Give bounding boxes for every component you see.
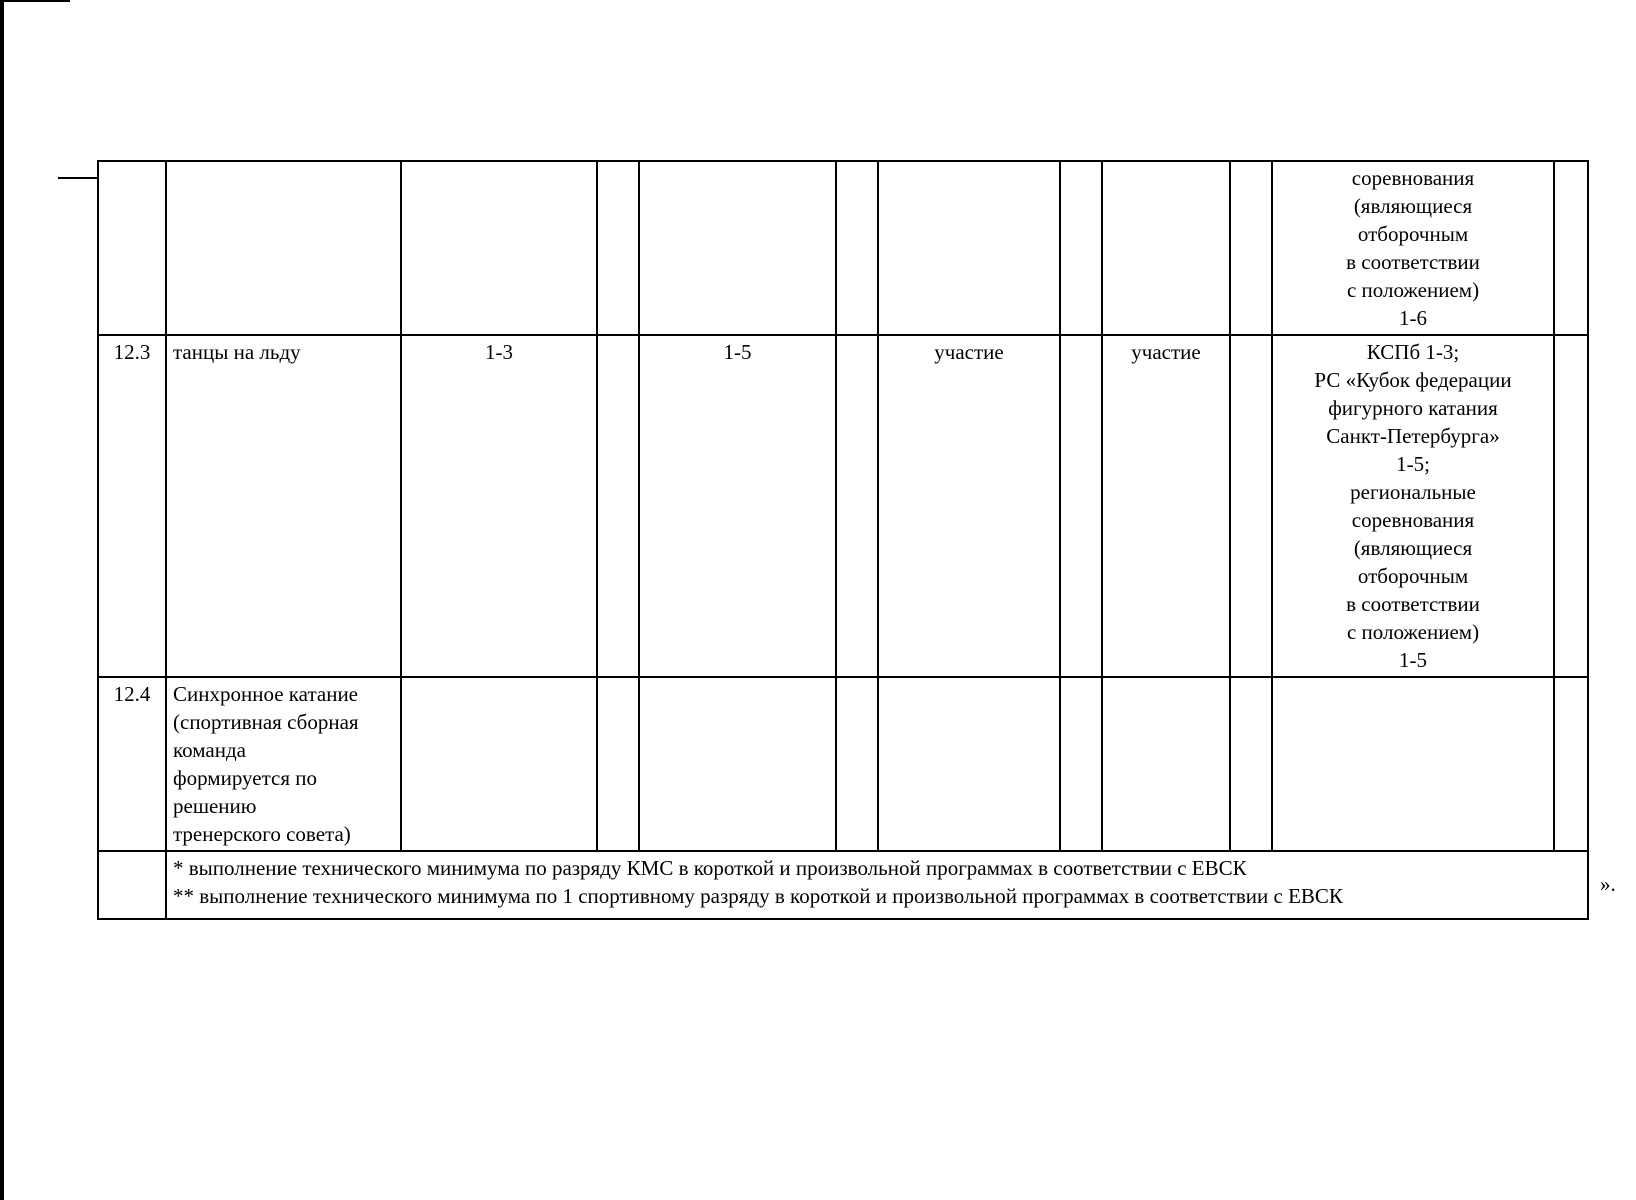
narrow-cell — [1230, 335, 1272, 677]
value-cell — [1102, 677, 1230, 851]
value-cell: 1-3 — [401, 335, 597, 677]
notes-row — [98, 851, 1588, 919]
value-cell: 1-5 — [639, 335, 836, 677]
narrow-cell — [1554, 161, 1588, 335]
value-cell: участие — [878, 335, 1060, 677]
note-kms: * выполнение технического минимума по разряду КМС в короткой и произвольной программах в соответствии с ЕВСК — [173, 856, 1247, 880]
narrow-cell — [1230, 161, 1272, 335]
value-cell — [401, 677, 597, 851]
narrow-cell — [1060, 677, 1102, 851]
note-first-rank: ** выполнение технического минимума по 1 спортивному разряду в короткой и произвольной программах в соответствии с ЕВСК — [173, 884, 1343, 908]
table-row — [98, 161, 1588, 335]
value-cell — [1102, 161, 1230, 335]
narrow-cell — [597, 161, 639, 335]
narrow-cell — [1060, 335, 1102, 677]
competition-cell: КСПб 1-3; РС «Кубок федерации фигурного катания Санкт-Петербурга» 1-5; региональные соревнования (являющиеся отборочным в соответствии с положением) 1-5 — [1272, 335, 1554, 677]
narrow-cell — [1060, 161, 1102, 335]
competition-cell — [1272, 677, 1554, 851]
table-row — [98, 677, 1588, 851]
row-number — [98, 161, 166, 335]
discipline-name: Синхронное катание (спортивная сборная команда формируется по решению тренерского совета) — [166, 677, 401, 851]
narrow-cell — [836, 161, 878, 335]
discipline-name — [166, 161, 401, 335]
scan-edge-top — [0, 0, 70, 2]
value-cell — [878, 677, 1060, 851]
requirements-table — [97, 160, 1589, 920]
narrow-cell — [1554, 677, 1588, 851]
notes-cell — [166, 851, 1588, 919]
notes-blank-cell — [98, 851, 166, 919]
narrow-cell — [1230, 677, 1272, 851]
narrow-cell — [597, 677, 639, 851]
lead-line — [58, 177, 98, 179]
discipline-name: танцы на льду — [166, 335, 401, 677]
value-cell — [639, 161, 836, 335]
narrow-cell — [597, 335, 639, 677]
row-number: 12.3 — [98, 335, 166, 677]
row-number: 12.4 — [98, 677, 166, 851]
closing-quote-mark: ». — [1600, 872, 1616, 896]
value-cell: участие — [1102, 335, 1230, 677]
value-cell — [639, 677, 836, 851]
competition-cell: соревнования (являющиеся отборочным в соответствии с положением) 1-6 — [1272, 161, 1554, 335]
scan-edge-left — [0, 0, 4, 1200]
narrow-cell — [836, 335, 878, 677]
value-cell — [878, 161, 1060, 335]
narrow-cell — [836, 677, 878, 851]
value-cell — [401, 161, 597, 335]
table-row — [98, 335, 1588, 677]
narrow-cell — [1554, 335, 1588, 677]
